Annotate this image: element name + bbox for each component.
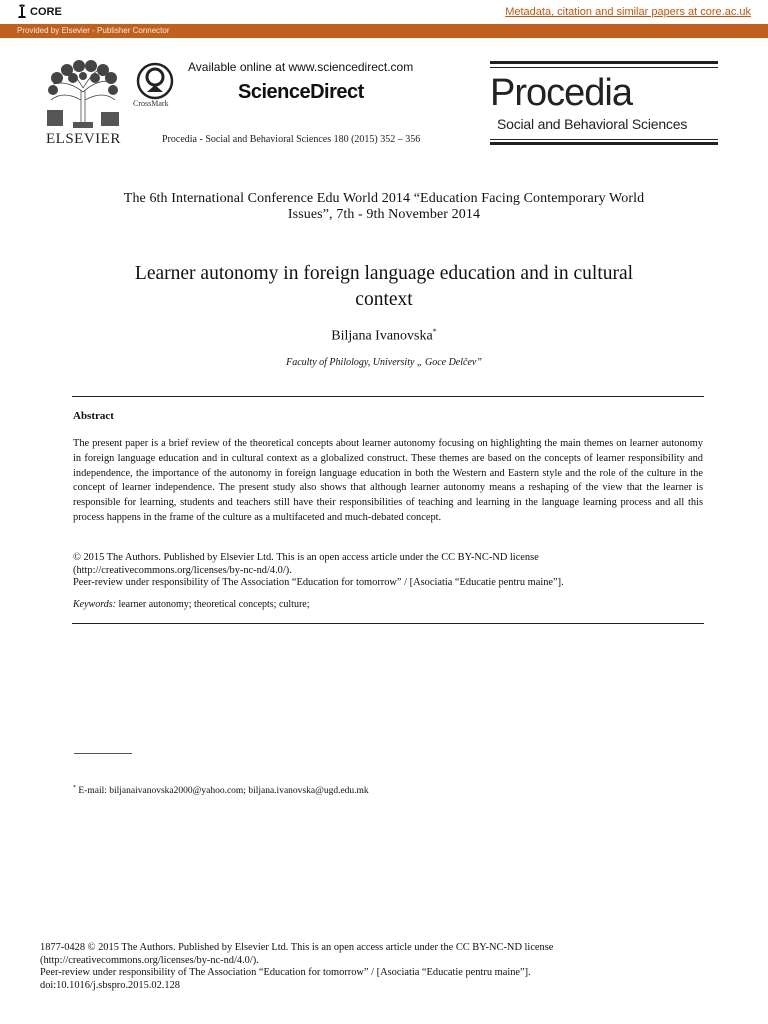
paper-title-line: context bbox=[355, 289, 413, 310]
peer-review-line: Peer-review under responsibility of The Association “Education for tomorrow” / [Asociatia “Educatie pentru maine”]. bbox=[73, 577, 564, 588]
license-line: © 2015 The Authors. Published by Elsevier Ltd. This is an open access article under the CC BY-NC-ND license bbox=[73, 552, 539, 563]
abstract-bottom-rule bbox=[72, 623, 704, 624]
sciencedirect-wordmark: ScienceDirect bbox=[238, 81, 364, 103]
elsevier-tree-logo bbox=[43, 60, 123, 130]
core-logo-icon bbox=[17, 4, 27, 20]
abstract-top-rule bbox=[72, 396, 704, 397]
author-line bbox=[0, 327, 768, 345]
author-name: Biljana Ivanovska bbox=[331, 328, 433, 344]
conference-line: The 6th International Conference Edu World 2014 “Education Facing Contemporary World bbox=[123, 191, 645, 206]
author-footnote-mark: * bbox=[432, 327, 437, 336]
bottom-license-link[interactable]: (http://creativecommons.org/licenses/by-nc-nd/4.0/). bbox=[40, 954, 259, 966]
license-block bbox=[73, 552, 703, 590]
core-metadata-link[interactable]: Metadata, citation and similar papers at core.ac.uk bbox=[505, 6, 751, 18]
abstract-body: The present paper is a brief review of the theoretical concepts about learner autonomy focusing on highlighting the main themes on learner autonomy in foreign language education and in cultural context as a globalized construct. These themes are based on the concepts of learner responsibility and independence, the importance of the autonomy in foreign language education in both the Western and Eastern style and the role of the culture in the concept of learner independence. The present study also shows that although learner autonomy means a reshaping of the view that the learner is responsible for learning, students and teachers still have their responsibilities of teaching and learning in the language learning process and all this process happens in the frame of the culture as a multifaceted and much-debated concept. bbox=[73, 438, 703, 523]
keywords-line bbox=[73, 599, 703, 610]
procedia-bottom-rule bbox=[490, 142, 718, 145]
footnote-email: E-mail: biljanaivanovska2000@yahoo.com; biljana.ivanovska@ugd.edu.mk bbox=[76, 786, 369, 797]
bottom-issn-line: 1877-0428 © 2015 The Authors. Published by Elsevier Ltd. This is an open access article under the CC BY-NC-ND license bbox=[40, 942, 554, 953]
paper-title-line: Learner autonomy in foreign language education and in cultural bbox=[134, 263, 634, 284]
procedia-top-rule bbox=[490, 61, 718, 64]
conference-name bbox=[80, 191, 688, 223]
bottom-doi[interactable]: doi:10.1016/j.sbspro.2015.02.128 bbox=[40, 979, 180, 991]
abstract-heading: Abstract bbox=[73, 410, 114, 422]
bottom-copyright-block bbox=[40, 942, 730, 992]
core-logo[interactable] bbox=[17, 4, 62, 20]
core-header-bar bbox=[0, 0, 768, 24]
footnote-mark: * bbox=[73, 785, 76, 791]
procedia-subtitle: Social and Behavioral Sciences bbox=[497, 116, 688, 132]
provided-by-bar bbox=[0, 24, 768, 38]
core-logo-text: CORE bbox=[30, 6, 62, 18]
crossmark-icon[interactable] bbox=[136, 62, 174, 100]
keywords-label: Keywords: bbox=[73, 599, 116, 610]
procedia-title: Procedia bbox=[490, 72, 632, 114]
paper-title bbox=[70, 261, 698, 313]
author-affiliation: Faculty of Philology, University „ Goce Delčev” bbox=[286, 357, 482, 368]
license-link[interactable]: (http://creativecommons.org/licenses/by-nc-nd/4.0/). bbox=[73, 564, 292, 576]
journal-citation: Procedia - Social and Behavioral Sciences 180 (2015) 352 – 356 bbox=[162, 134, 421, 145]
author-footnote bbox=[73, 785, 369, 796]
elsevier-wordmark: ELSEVIER bbox=[46, 131, 121, 147]
bottom-peer-review: Peer-review under responsibility of The Association “Education for tomorrow” / [Asociatia “Educatie pentru maine”]. bbox=[40, 967, 531, 979]
available-online-text: Available online at www.sciencedirect.com bbox=[188, 60, 414, 74]
provided-by-text: Provided by Elsevier - Publisher Connector bbox=[17, 26, 170, 35]
procedia-bottom-rule-thin bbox=[490, 139, 718, 140]
keywords-list: learner autonomy; theoretical concepts; culture; bbox=[115, 599, 310, 610]
footnote-rule bbox=[74, 753, 132, 754]
crossmark-label: CrossMark bbox=[133, 99, 169, 108]
procedia-top-rule-thin bbox=[490, 67, 718, 68]
conference-line: Issues”, 7th - 9th November 2014 bbox=[287, 207, 481, 222]
